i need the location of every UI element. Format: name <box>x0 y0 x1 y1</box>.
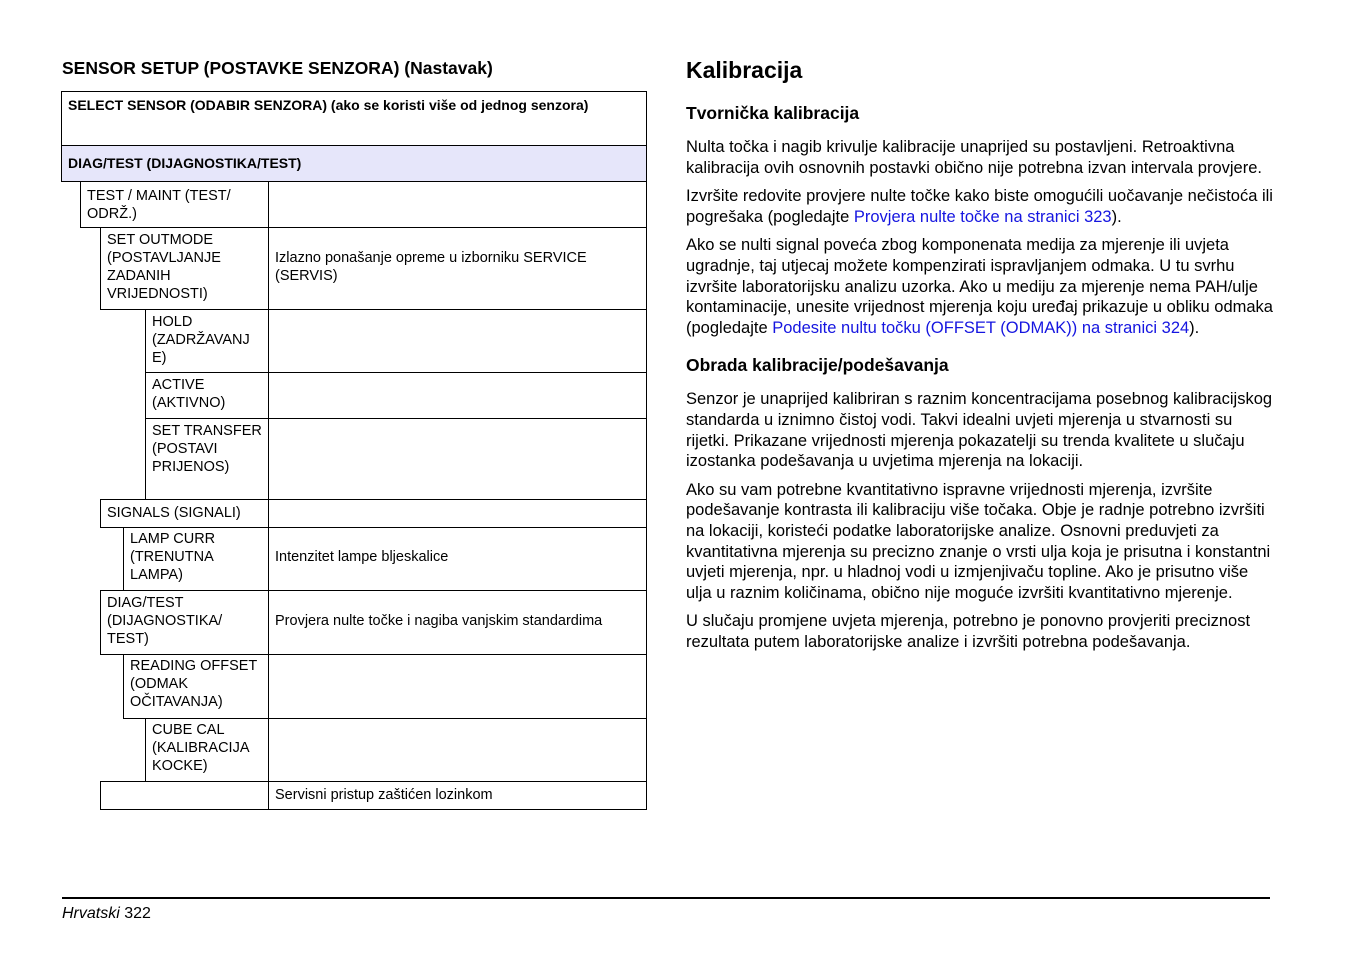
menu-cell <box>145 418 269 500</box>
signals-label: SIGNALS (SIGNALI) <box>107 505 241 521</box>
desc-cell <box>268 309 647 373</box>
menu-cell <box>145 309 269 373</box>
calibration-section <box>686 56 1276 660</box>
reading-offset-label: READING OFFSET (ODMAK OČITAVANJA) <box>130 658 258 710</box>
paragraph: Ako su vam potrebne kvantitativno ispravne vrijednosti mjerenja, izvršite podešavanje kontrasta ili kalibraciju više točaka. Obje je radnje potrebno izvršiti na lokaciji, koristeći podatke laboratorijske analize. Osnovni preduvjeti za kvantitativna mjerenja su precizno znanje o vrsti ulja koja je prisutna i konstantni uvjeti mjerenja, npr. u hladnoj vodi u izmjenjivaču topline. Ako je prisutno više ulja u raznim količinama, obično nije moguće izvršiti kvantitativno mjerenje. <box>686 480 1271 602</box>
test-maint-label: TEST / MAINT (TEST/ ODRŽ.) <box>87 188 231 222</box>
diag-test-label: DIAG/TEST (DIJAGNOSTIKA/ TEST) <box>107 595 223 647</box>
paragraph-text: ). <box>1189 318 1200 337</box>
paragraph: Senzor je unaprijed kalibriran s raznim koncentracijama posebnog kalibracijskog standarda u iznimno čistoj vodi. Takvi idealni uvjeti mjerenja u stvarnosti su rijetki. Prikazane vrijednosti mjerenja pokazatelji su trenda kvalitete u slučaju izostanka podešavanja u uvjetima mjerenja na lokaciji. <box>686 390 1273 471</box>
paragraph-text: Izvršite redovite provjere nulte točke kako biste omogućili uočavanje nečistoća ili pogrešaka (pogledajte <box>686 187 1273 226</box>
paragraph-text: ). <box>1111 207 1122 226</box>
desc-cell <box>268 227 647 310</box>
menu-cell <box>123 654 269 719</box>
footer-language: Hrvatski <box>62 905 120 922</box>
table-row <box>61 145 647 182</box>
paragraph <box>686 235 1276 338</box>
menu-cell <box>100 499 269 528</box>
paragraph <box>686 186 1276 227</box>
paragraph: Nulta točka i nagib krivulje kalibracije unaprijed su postavljeni. Retroaktivna kalibracija ovih osnovnih postavki obično nije potrebna izvan intervala provjere. <box>686 138 1262 177</box>
desc-cell <box>268 181 647 228</box>
desc-cell <box>268 781 647 810</box>
select-sensor-label: SELECT SENSOR (ODABIR SENZORA) (ako se koristi više od jednog senzora) <box>68 97 589 113</box>
set-offset-link[interactable]: Podesite nultu točku (OFFSET (ODMAK)) na stranici 324 <box>772 318 1190 337</box>
desc-cell <box>268 718 647 782</box>
menu-cell <box>145 718 269 782</box>
hold-label: HOLD (ZADRŽAVANJ E) <box>152 314 250 366</box>
menu-cell <box>123 527 269 591</box>
menu-cell <box>100 227 269 310</box>
zero-point-check-link[interactable]: Provjera nulte točke na stranici 323 <box>853 207 1112 226</box>
lamp-curr-label: LAMP CURR (TRENUTNA LAMPA) <box>130 531 216 583</box>
menu-cell <box>100 590 269 655</box>
cube-cal-label: CUBE CAL (KALIBRACIJA KOCKE) <box>152 722 249 774</box>
menu-cell <box>100 781 269 810</box>
set-outmode-label: SET OUTMODE (POSTAVLJANJE ZADANIH VRIJEDNOSTI) <box>107 232 221 302</box>
paragraph: U slučaju promjene uvjeta mjerenja, potrebno je ponovno provjeriti preciznost rezultata putem laboratorijske analize i izvršiti potrebna podešavanja. <box>686 612 1251 651</box>
desc-cell <box>268 590 647 655</box>
menu-cell <box>145 372 269 419</box>
footer-divider <box>62 897 1270 899</box>
desc-cell <box>268 418 647 500</box>
desc-cell <box>268 527 647 591</box>
page-number: 322 <box>124 905 151 922</box>
page-footer <box>62 905 151 923</box>
table-row <box>61 91 647 146</box>
page-title: Kalibracija <box>686 57 803 83</box>
factory-calibration-heading: Tvornička kalibracija <box>686 103 860 123</box>
active-label: ACTIVE (AKTIVNO) <box>152 377 226 411</box>
desc-cell <box>268 372 647 419</box>
desc-cell <box>268 499 647 528</box>
set-transfer-label: SET TRANSFER (POSTAVI PRIJENOS) <box>152 423 262 475</box>
set-outmode-description: Izlazno ponašanje opreme u izborniku SERVICE (SERVIS) <box>275 250 587 284</box>
lamp-curr-description: Intenzitet lampe bljeskalice <box>275 549 449 565</box>
calibration-processing-heading: Obrada kalibracije/podešavanja <box>686 355 949 376</box>
diag-test-description: Provjera nulte točke i nagiba vanjskim standardima <box>275 613 603 629</box>
diag-test-header-label: DIAG/TEST (DIJAGNOSTIKA/TEST) <box>68 155 302 171</box>
section-heading: SENSOR SETUP (POSTAVKE SENZORA) (Nastavak) <box>62 58 493 78</box>
service-description: Servisni pristup zaštićen lozinkom <box>275 787 493 803</box>
desc-cell <box>268 654 647 719</box>
paragraph-text: Ako se nulti signal poveća zbog komponenata medija za mjerenje ili uvjeta ugradnje, taj utjecaj možete kompenzirati ispravljanjem odmaka. U tu svrhu izvršite laboratorijsku analizu uzorka. Ako u mediju za mjerenje nema PAH/ulje kontaminacije, unesite vrijednost mjerenja koju uređaj prikazuje u obliku odmaka (pogledajte <box>686 236 1273 337</box>
menu-cell <box>80 181 269 228</box>
